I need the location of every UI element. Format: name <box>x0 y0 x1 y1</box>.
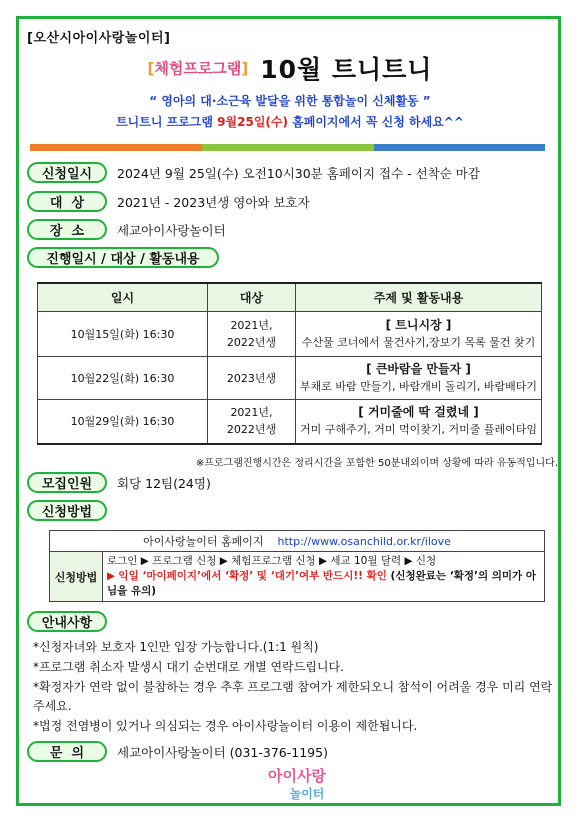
apply-steps-row <box>50 552 545 602</box>
row-date: 10월22일(화) 16:30 <box>38 357 208 400</box>
apply-site-row <box>50 531 545 552</box>
guide-item: *확정자가 연락 없이 불참하는 경우 추후 프로그램 참여가 제한되오니 참석이 어려울 경우 미리 연락 주세요. <box>33 680 553 713</box>
row-date: 10월29일(화) 16:30 <box>38 400 208 444</box>
apply-steps-body <box>103 552 545 602</box>
place-value: 세교아이사랑놀이터 <box>117 223 226 238</box>
row-target: 2023년생 <box>208 357 296 400</box>
contact-label: 문 의 <box>27 741 107 762</box>
table-row <box>38 312 542 357</box>
program-tag: [체험프로그램] <box>147 59 249 78</box>
site-link[interactable]: http://www.osanchild.or.kr/ilove <box>277 535 451 548</box>
method-label: 신청방법 <box>27 500 107 521</box>
apply-date-label: 신청일시 <box>27 162 107 183</box>
divider-blue <box>374 144 545 151</box>
row-topic: [ 큰바람을 만들자 ] 부채로 바람 만들기, 바람개비 돌리기, 바람배타기 <box>296 357 542 400</box>
apply-warning: ▶ 익일 ‘마이페이지’에서 ‘확정’ 및 ‘대기’여부 반드시!! 확인 (신청완료는 ‘확정’의 의미가 아님을 유의) <box>107 570 536 597</box>
logo-line1: 아이사랑 <box>268 767 326 785</box>
org-name: [오산시아이사랑놀이터] <box>27 31 171 46</box>
recruit-label: 모집인원 <box>27 472 107 493</box>
logo-line2: 놀이터 <box>289 787 325 801</box>
site-label: 아이사랑놀이터 홈페이지 <box>143 535 264 548</box>
apply-steps-head: 신청방법 <box>50 552 103 602</box>
table-header-row <box>38 283 542 312</box>
guide-item: *신청자녀와 보호자 1인만 입장 가능합니다.(1:1 원칙) <box>33 640 319 654</box>
row-target: 2021년, 2022년생 <box>208 312 296 357</box>
row-topic: [ 트니시장 ] 수산물 코너에서 물건사기,장보기 목록 물건 찾기 <box>296 312 542 357</box>
place-label: 장 소 <box>27 219 107 240</box>
row-date: 10월15일(화) 16:30 <box>38 312 208 357</box>
subtitle-slogan: “ 영아의 대·소근육 발달을 위한 통합놀이 신체활동 ” <box>149 94 431 108</box>
divider-orange <box>30 144 202 151</box>
schedule-note: ※프로그램진행시간은 정리시간을 포함한 50분내외이며 상황에 따라 유동적입니다. <box>195 458 558 469</box>
program-title: 10월 트니트니 <box>260 55 433 84</box>
subtitle-apply-notice: 트니트니 프로그램 9월25일(수) 홈페이지에서 꼭 신청 하세요^^ <box>116 115 464 129</box>
schedule-label: 진행일시 / 대상 / 활동내용 <box>27 247 219 268</box>
guide-item: *법정 전염병이 있거나 의심되는 경우 아이사랑놀이터 이용이 제한됩니다. <box>33 719 418 733</box>
schedule-table <box>37 282 542 445</box>
guide-label: 안내사항 <box>27 611 107 632</box>
row-target: 2021년, 2022년생 <box>208 400 296 444</box>
table-row <box>38 357 542 400</box>
divider-green <box>202 144 374 151</box>
apply-method-table <box>49 530 545 602</box>
page-title <box>0 50 580 86</box>
target-label: 대 상 <box>27 191 107 212</box>
row-topic: [ 거미줄에 딱 걸렸네 ] 거미 구해주기, 거미 먹이찾기, 거미줄 플레이타임 <box>296 400 542 444</box>
col-target-header: 대상 <box>208 283 296 312</box>
col-date-header: 일시 <box>38 283 208 312</box>
guide-item: *프로그램 취소자 발생시 대기 순번대로 개별 연락드립니다. <box>33 660 344 674</box>
table-row <box>38 400 542 444</box>
ilove-playground-logo <box>247 766 347 802</box>
apply-site-cell <box>50 531 545 552</box>
apply-date-value: 2024년 9월 25일(수) 오전10시30분 홈페이지 접수 - 선착순 마감 <box>117 166 480 181</box>
target-value: 2021년 - 2023년생 영아와 보호자 <box>117 195 310 210</box>
col-topic-header: 주제 및 활동내용 <box>296 283 542 312</box>
apply-steps: 로그인 ▶ 프로그램 신청 ▶ 체험프로그램 신청 ▶ 세교 10월 달력 ▶ 신청 <box>107 555 437 567</box>
recruit-value: 회당 12팀(24명) <box>117 476 211 491</box>
contact-value: 세교아이사랑놀이터 (031-376-1195) <box>117 745 328 760</box>
